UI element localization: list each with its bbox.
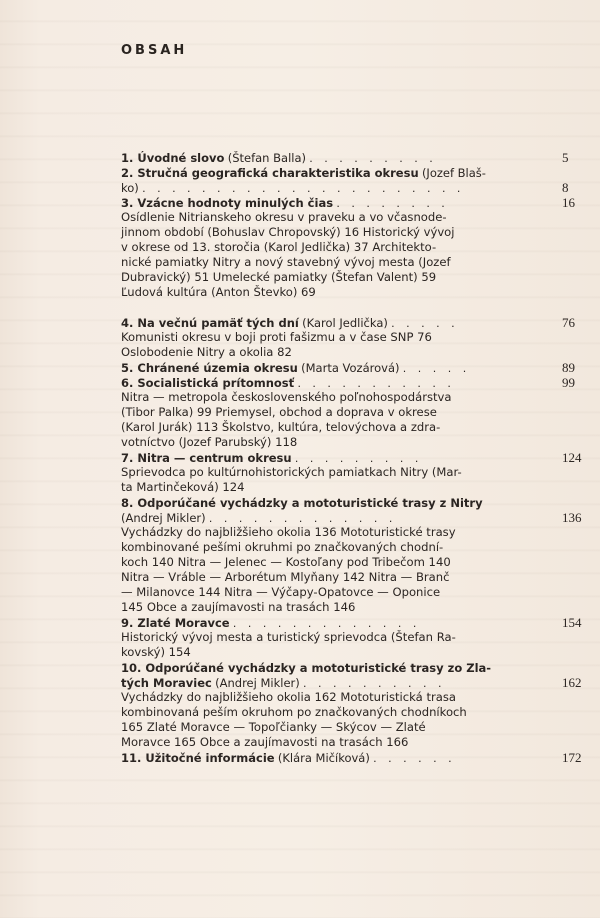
subentry-line: kombinovaná peším okruhom po značkovaných chodníkoch <box>121 705 467 719</box>
page-number: 89 <box>562 360 575 375</box>
subentry-line: (Tibor Palka) 99 Priemysel, obchod a doprava v okrese <box>121 405 437 419</box>
toc-line <box>121 495 571 510</box>
subentry-line: kovský) 154 <box>121 645 191 659</box>
leader-dots: . . . . . . . . . . . . . <box>232 617 421 630</box>
chapter-title: 6. Socialistická prítomnosť <box>121 376 295 390</box>
leader-dots: . . . . . . . . . . . . . <box>208 512 397 525</box>
chapter-author: (Andrej Mikler) <box>121 511 206 525</box>
toc-line <box>121 180 571 195</box>
chapter-title: 5. Chránené územia okresu <box>121 361 298 375</box>
leader-dots: . . . . . . . . . . <box>303 677 446 690</box>
subentry-line: 165 Zlaté Moravce — Topoľčianky — Skýcov — Zlaté <box>121 720 426 734</box>
table-of-contents <box>121 150 582 765</box>
page-number: 76 <box>562 315 575 330</box>
subentry-line: Komunisti okresu v boji proti fašizmu a v čase SNP 76 <box>121 330 432 344</box>
subentry-line: votníctvo (Jozef Parubský) 118 <box>121 435 298 449</box>
leader-dots: . . . . . . <box>373 752 456 765</box>
subentry-line: Ľudová kultúra (Anton Števko) 69 <box>121 285 316 299</box>
subentry-line: v okrese od 13. storočia (Karol Jedlička) 37 Architekto- <box>121 240 437 254</box>
leader-dots: . . . . . . . . . <box>309 152 437 165</box>
page-number: 8 <box>562 180 569 195</box>
page-number: 154 <box>562 615 582 630</box>
chapter-title-continued: tých Moraviec <box>121 676 212 690</box>
toc-line <box>121 165 571 180</box>
toc-line <box>121 750 582 765</box>
chapter-title: 2. Stručná geografická charakteristika okresu <box>121 166 419 180</box>
chapter-author: (Karol Jedlička) <box>302 316 388 330</box>
subentry-line: — Milanovce 144 Nitra — Výčapy-Opatovce — Oponice <box>121 585 441 599</box>
chapter-author-continued: ko) <box>121 181 139 195</box>
subentry-line: Vychádzky do najbližšieho okolia 162 Mototuristická trasa <box>121 690 457 704</box>
chapter-title: 7. Nitra — centrum okresu <box>121 451 292 465</box>
chapter-title: 3. Vzácne hodnoty minulých čias <box>121 196 334 210</box>
subentry-line: Sprievodca po kultúrnohistorických pamiatkach Nitry (Mar- <box>121 465 462 479</box>
subentry-line: koch 140 Nitra — Jelenec — Kostoľany pod Tribečom 140 <box>121 555 451 569</box>
toc-line <box>121 675 582 690</box>
subentry-line: Dubravický) 51 Umelecké pamiatky (Štefan Valent) 59 <box>121 270 437 284</box>
subentry-line <box>121 300 571 315</box>
leader-dots: . . . . . . . . <box>336 197 449 210</box>
page-number: 136 <box>562 510 582 525</box>
page-number: 162 <box>562 675 582 690</box>
chapter-title: 11. Užitočné informácie <box>121 751 275 765</box>
leader-dots: . . . . . . . . . . . . . . . . . . . . . . <box>142 182 465 195</box>
subentry-line: Nitra — Vráble — Arborétum Mlyňany 142 Nitra — Branč <box>121 570 450 584</box>
chapter-title: 9. Zlaté Moravce <box>121 616 230 630</box>
subentry-line: Nitra — metropola československého poľnohospodárstva <box>121 390 452 404</box>
toc-line <box>121 615 582 630</box>
page-number: 5 <box>562 150 569 165</box>
toc-line <box>121 375 575 390</box>
leader-dots: . . . . . . . . . <box>294 452 423 465</box>
leader-dots: . . . . . <box>391 317 459 330</box>
subentry-line: Oslobodenie Nitry a okolia 82 <box>121 345 292 359</box>
chapter-author: (Andrej Mikler) <box>215 676 300 690</box>
subentry-line: kombinované pešími okruhmi po značkovaných chodní- <box>121 540 444 554</box>
subentry-line: ta Martinčeková) 124 <box>121 480 245 494</box>
subentry-line: 145 Obce a zaujímavosti na trasách 146 <box>121 600 356 614</box>
subentry-line: Moravce 165 Obce a zaujímavosti na trasách 166 <box>121 735 409 749</box>
toc-line <box>121 450 582 465</box>
page-number: 124 <box>562 450 582 465</box>
subentry-line: jinnom období (Bohuslav Chropovský) 16 Historický vývoj <box>121 225 455 239</box>
leader-dots: . . . . . <box>402 362 471 375</box>
leader-dots: . . . . . . . . . . . <box>297 377 455 390</box>
toc-line <box>121 660 571 675</box>
page-title: OBSAH <box>121 43 188 58</box>
page-number: 172 <box>562 750 582 765</box>
toc-line <box>121 510 582 525</box>
chapter-author: (Jozef Blaš- <box>421 166 486 180</box>
chapter-title: 4. Na večnú pamäť tých dní <box>121 316 299 330</box>
subentry-line: Historický vývoj mesta a turistický sprievodca (Štefan Ra- <box>121 630 456 644</box>
chapter-author: (Štefan Balla) <box>227 151 306 165</box>
chapter-title: 1. Úvodné slovo <box>121 151 225 165</box>
subentry-line: Osídlenie Nitrianskeho okresu v praveku a vo včasnode- <box>121 210 447 224</box>
page-number: 16 <box>562 195 575 210</box>
page-number: 99 <box>562 375 575 390</box>
toc-line <box>121 195 575 210</box>
toc-line <box>121 315 575 330</box>
chapter-title: 8. Odporúčané vychádzky a mototuristické trasy z Nitry <box>121 496 483 510</box>
subentry-line: Vychádzky do najbližšieho okolia 136 Mototuristické trasy <box>121 525 456 539</box>
subentry-line: (Karol Jurák) 113 Školstvo, kultúra, telovýchova a zdra- <box>121 420 441 434</box>
chapter-author: (Marta Vozárová) <box>301 361 400 375</box>
chapter-author: (Klára Mičíková) <box>277 751 370 765</box>
toc-line <box>121 150 571 165</box>
subentry-line: nické pamiatky Nitry a nový stavebný vývoj mesta (Jozef <box>121 255 451 269</box>
chapter-title: 10. Odporúčané vychádzky a mototuristické trasy zo Zla- <box>121 661 492 675</box>
toc-line <box>121 360 575 375</box>
